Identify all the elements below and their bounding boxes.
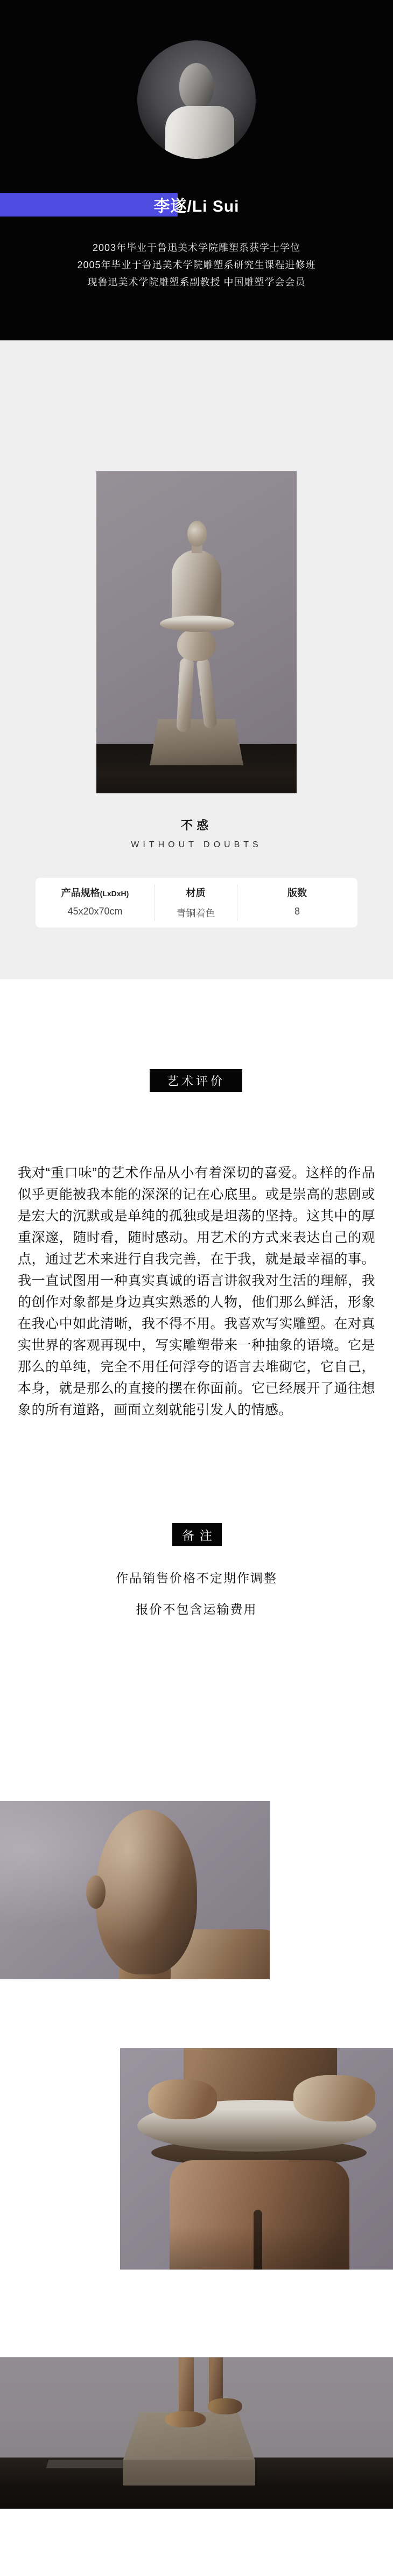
review-body-text: 我对“重口味”的艺术作品从小有着深切的喜爱。这样的作品似乎更能被我本能的深深的记在心底里。或是崇高的悲剧或是宏大的沉默或是单纯的孤独或是坦荡的坚持。这其中的厚重深邃，随时看，随时感动。用艺术的方式来表达自己的观点，通过艺术来进行自我完善，在于我，就是最幸福的事。我一直试图用一种真实真诚的语言讲叙我对生活的理解，我的创作对象都是身边真实熟悉的人物，他们那么鲜活，形象在我心中如此清晰，我不得不用。我喜欢写实雕塑。在对真实世界的客观再现中，写实雕塑带来一种抽象的语境。它是那么的单纯，完全不用任何浮夸的语言去堆砌它，它自己，本身，就是那么的直接的摆在你面前。它已经展开了通往想象的所有道路，画面立刻就能引发人的情感。 [18,1165,375,1418]
photo-stone-base [150,719,243,765]
detail-left-foot-shape [165,2411,206,2427]
spec-header-text: 产品规格 [61,888,100,898]
sculpture-right-leg-shape [196,657,217,729]
spec-table [36,878,357,927]
sculpture-base-detail-photo [0,2357,393,2509]
detail-right-foot-shape [208,2398,242,2414]
sculpture-belly-shape [177,630,216,661]
spec-value-material: 青铜着色 [176,908,215,919]
sculpture-disc-shape [160,616,234,632]
spec-value-edition: 8 [294,906,300,917]
artwork-title-en: WITHOUT DOUBTS [131,840,262,849]
artist-avatar [137,40,256,159]
artist-credential-line: 现鲁迅美术学院雕塑系副教授 中国雕塑学会会员 [87,277,306,288]
detail-head-shape [96,1810,197,1974]
remark-line: 报价不包含运输费用 [136,1602,257,1616]
detail-right-hand-shape [293,2075,375,2121]
artist-credential-line: 2005年毕业于鲁迅美术学院雕塑系研究生课程进修班 [77,260,316,270]
sculpture-head-detail-photo [0,1801,270,1979]
detail-ear-shape [86,1875,106,1909]
spec-column-dimensions [36,878,155,927]
avatar-portrait-head [179,63,214,109]
avatar-portrait-shirt [165,106,234,159]
artist-name: 李遂/Li Sui [153,198,240,215]
spec-header-edition: 版数 [287,888,307,898]
detail-leg-gap-shape [254,2210,262,2270]
artwork-title-cn: 不惑 [180,819,212,832]
sculpture-torso-shape [172,550,221,625]
artist-credential-line: 2003年毕业于鲁迅美术学院雕塑系获学士学位 [92,242,301,253]
sculpture-head-shape [187,521,207,547]
remarks-section-title: 备注 [172,1523,222,1546]
sculpture-torso-detail-photo [120,2048,393,2270]
spec-header-suffix: (LxDxH) [100,889,129,898]
remark-line: 作品销售价格不定期作调整 [116,1571,277,1585]
spec-column-material [155,878,237,927]
sculpture-full-view-photo [96,471,297,793]
spec-header-dimensions [36,885,155,899]
detail-stone-plinth-front-shape [123,2460,255,2486]
spec-column-edition [237,878,357,927]
review-section-title: 艺术评价 [150,1069,242,1092]
spec-value-dimensions: 45x20x70cm [67,906,123,917]
spec-header-material: 材质 [186,888,206,898]
detail-left-hand-shape [148,2079,217,2119]
